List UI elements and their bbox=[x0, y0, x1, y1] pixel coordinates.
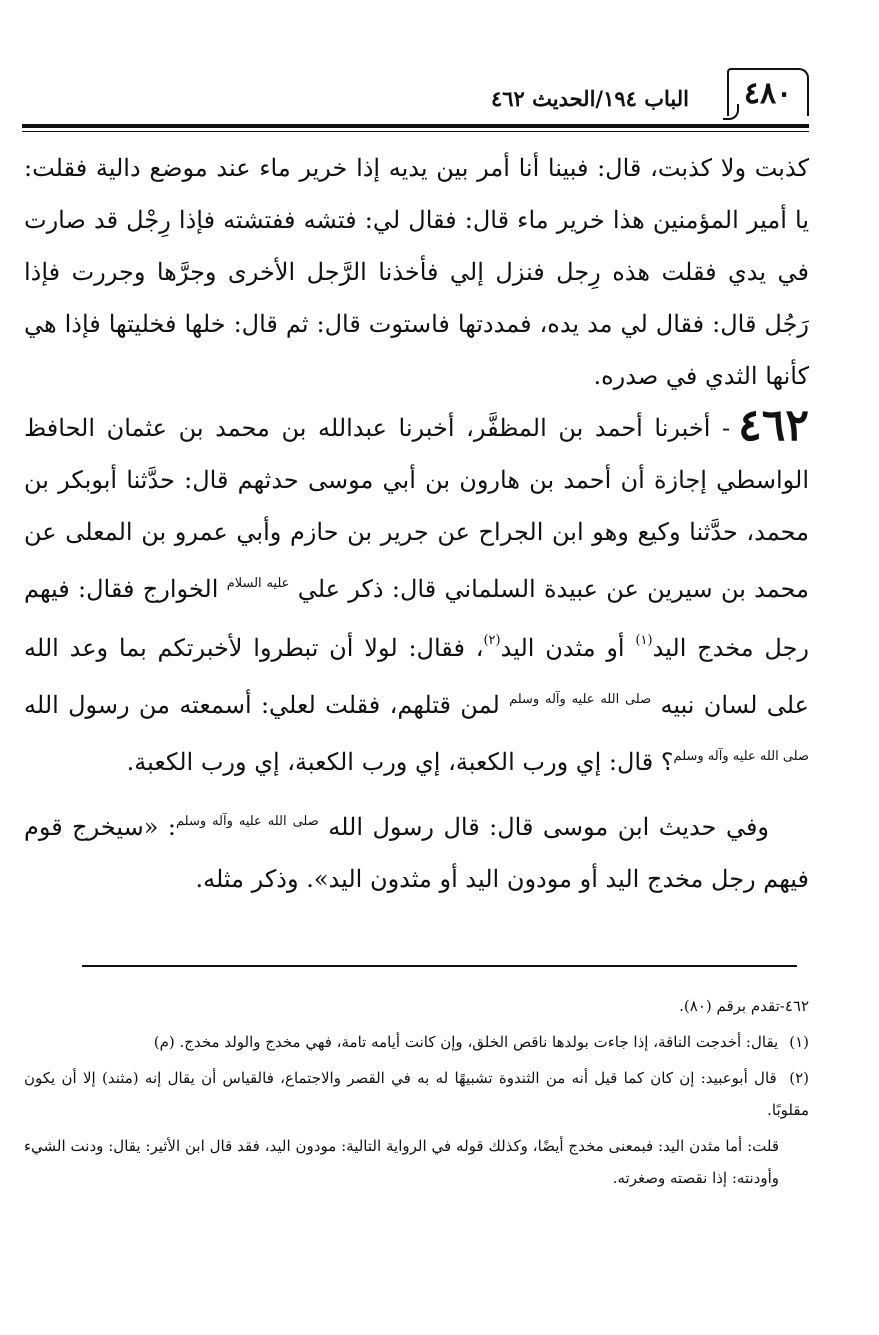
footnote-2-text: قال أبوعبيد: إن كان كما قيل أنه من الثندوة تشبيهًا له به في القصر والاجتماع، فالقياس أن يقال إنه (مثند) إلا أن يكون مقلوبًا. bbox=[24, 1069, 809, 1119]
footnote-source: ٤٦٢-تقدم برقم (٨٠). bbox=[679, 997, 809, 1015]
header-rule-thin bbox=[22, 131, 809, 132]
footnote-2-number: (٢) bbox=[789, 1069, 809, 1087]
footnote-ref-2[interactable]: (٢) bbox=[483, 633, 501, 648]
variant-text-2: : «سيخرج قوم فيهم رجل مخدج اليد أو مودون اليد أو مثدون اليد». وذكر مثله. bbox=[24, 813, 809, 893]
running-head: الباب ١٩٤/الحديث ٤٦٢ bbox=[490, 86, 689, 111]
hadith-text-6: ؟ قال: إي ورب الكعبة، إي ورب الكعبة، إي ورب الكعبة. bbox=[126, 748, 674, 776]
footnote-2 bbox=[24, 1062, 809, 1126]
footnote-separator bbox=[82, 965, 797, 967]
honorific-prophet-3: صلى الله عليه وآله وسلم bbox=[176, 814, 319, 829]
footnote-1 bbox=[24, 1026, 809, 1058]
hadith-text-4: ، فقال: لولا أن تبطروا لأخبرتكم بما وعد الله على لسان نبيه bbox=[24, 634, 809, 719]
hadith-text-3: أو مثدن اليد bbox=[500, 634, 625, 662]
page-number: ٤٨٠ bbox=[727, 68, 809, 116]
header-rule-thick bbox=[22, 124, 809, 128]
honorific-prophet-1: صلى الله عليه وآله وسلم bbox=[509, 692, 652, 707]
footnote-1-text: يقال: أخدجت الناقة، إذا جاءت بولدها ناقص الخلق، وإن كانت أيامه تامة، فهي مخدج والولد مخدج. (م) bbox=[153, 1033, 779, 1051]
hadith-text-5: لمن قتلهم، فقلت لعلي: أسمعته من رسول الله bbox=[24, 691, 500, 719]
hadith-paragraph bbox=[24, 402, 809, 788]
hadith-text-2: الخوارج فقال: فيهم رجل مخدج اليد bbox=[24, 575, 810, 662]
footnote-ref-1[interactable]: (١) bbox=[635, 633, 653, 648]
footnotes bbox=[24, 990, 809, 1194]
paragraph-continued: كذبت ولا كذبت، قال: فبينا أنا أمر بين يديه إذا خرير ماء عند موضع دالية فقلت: يا أمير المؤمنين هذا خرير ماء قال: فقال لي: فتشه ففتشته فإذا رِجْل قد صارت في يدي فقلت هذه رِجل فنزل إلي فأخذنا الرَّجل الأخرى وجرَّها وجررت فإذا رَجُل قال: فقال لي مد يده، فمددتها فاستوت قال: ثم قال: خلها فخليتها فإذا هي كأنها الثدي في صدره. bbox=[24, 154, 810, 390]
variant-text-1: وفي حديث ابن موسى قال: قال رسول الله bbox=[328, 813, 770, 841]
main-text bbox=[24, 142, 809, 905]
variant-narration-paragraph bbox=[24, 796, 809, 905]
honorific-prophet-2: صلى الله عليه وآله وسلم bbox=[673, 749, 809, 764]
hadith-number: ٤٦٢ bbox=[738, 400, 810, 451]
footnote-2-continuation: قلت: أما مثدن اليد: فبمعنى مخدج أيضًا، وكذلك قوله في الرواية التالية: مودون اليد، فقد قال ابن الأثير: يقال: ودنت الشيء وأودنته: إذا نقصته وصغرته. bbox=[24, 1137, 779, 1187]
honorific-ali: عليه السلام bbox=[226, 576, 290, 591]
hadith-text-1: - أخبرنا أحمد بن المظفَّر، أخبرنا عبدالله بن محمد بن عثمان الحافظ الواسطي إجازة أن أحمد بن هارون بن أبي موسى حدثهم قال: حدَّثنا أبوبكر بن محمد، حدَّثنا وكيع وهو ابن الجراح عن جرير بن حازم وأبي عمرو بن المعلى عن محمد بن سيرين عن عبيدة السلماني قال: ذكر علي bbox=[24, 414, 810, 603]
footnote-1-number: (١) bbox=[789, 1033, 809, 1051]
page-number-ornament bbox=[723, 104, 739, 120]
